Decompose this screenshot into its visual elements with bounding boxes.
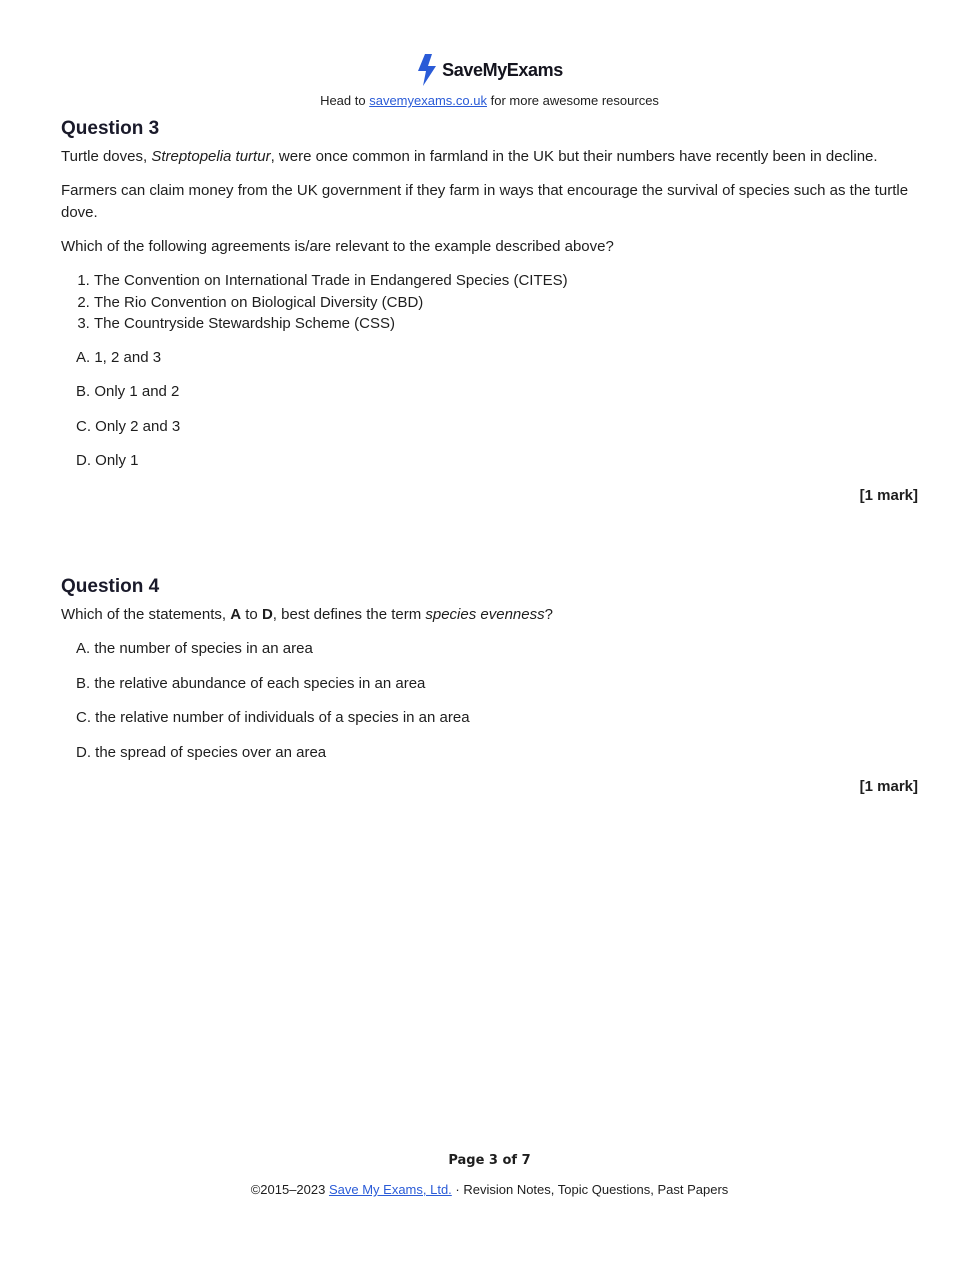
question-4 xyxy=(61,576,921,798)
tagline-suffix: for more awesome resources xyxy=(486,93,659,108)
question-4-title: Question 4 xyxy=(61,576,160,597)
company-link[interactable]: Save My Exams, Ltd. xyxy=(328,1182,452,1197)
stem-letter-d: D xyxy=(261,606,273,623)
question-3-intro xyxy=(61,146,921,168)
question-3-stem: Which of the following agreements is/are relevant to the example described above? xyxy=(61,238,614,255)
option-a[interactable]: A. 1, 2 and 3 xyxy=(76,348,162,366)
term: species evenness xyxy=(425,606,545,623)
logo[interactable] xyxy=(416,54,563,86)
option-c[interactable]: C. the relative number of individuals of a species in an area xyxy=(76,709,470,726)
option-b[interactable]: B. the relative abundance of each species in an area xyxy=(76,674,426,692)
site-link[interactable]: savemyexams.co.uk xyxy=(369,93,487,108)
mark-label: [1 mark] xyxy=(859,486,918,504)
question-3-title: Question 3 xyxy=(61,118,160,139)
question-3-context: Farmers can claim money from the UK government if they farm in ways that encourage the survival of species such as the turtle dove. xyxy=(61,182,909,221)
copyright-line xyxy=(0,1182,979,1197)
stem-text-b: , best defines the term xyxy=(272,606,426,623)
copyright-text: ©2015–2023 xyxy=(250,1182,329,1197)
list-item: 1. The Convention on International Trade in Endangered Species (CITES) xyxy=(94,270,921,292)
option-c[interactable]: C. Only 2 and 3 xyxy=(76,417,181,435)
page-header xyxy=(0,54,979,108)
option-b[interactable]: B. Only 1 and 2 xyxy=(76,383,180,400)
question-4-stem xyxy=(61,604,921,626)
option-d[interactable]: D. Only 1 xyxy=(76,452,139,469)
stem-letter-a: A xyxy=(230,606,242,623)
lightning-bolt-icon xyxy=(416,54,438,86)
mark-label: [1 mark] xyxy=(859,778,918,795)
list-item: 3. The Countryside Stewardship Scheme (CSS) xyxy=(94,313,921,335)
page-number: Page 3 of 7 xyxy=(448,1153,531,1168)
list-item: 2. The Rio Convention on Biological Diversity (CBD) xyxy=(94,292,921,314)
footer-tail: · Revision Notes, Topic Questions, Past Papers xyxy=(451,1182,729,1197)
species-name: Streptopelia turtur xyxy=(151,148,271,165)
option-d[interactable]: D. the spread of species over an area xyxy=(76,743,327,761)
intro-text-a: Turtle doves, xyxy=(61,148,152,165)
option-a[interactable]: A. the number of species in an area xyxy=(76,640,313,657)
stem-to: to xyxy=(241,606,262,623)
agreements-list xyxy=(61,270,921,335)
intro-text-b: , were once common in farmland in the UK but their numbers have recently been in decline. xyxy=(270,148,878,165)
stem-text-a: Which of the statements, xyxy=(61,606,231,623)
header-tagline xyxy=(0,93,979,108)
tagline-prefix: Head to xyxy=(320,93,370,108)
stem-text-c: ? xyxy=(544,606,553,623)
question-3 xyxy=(61,118,921,507)
logo-text: SaveMyExams xyxy=(442,59,563,80)
